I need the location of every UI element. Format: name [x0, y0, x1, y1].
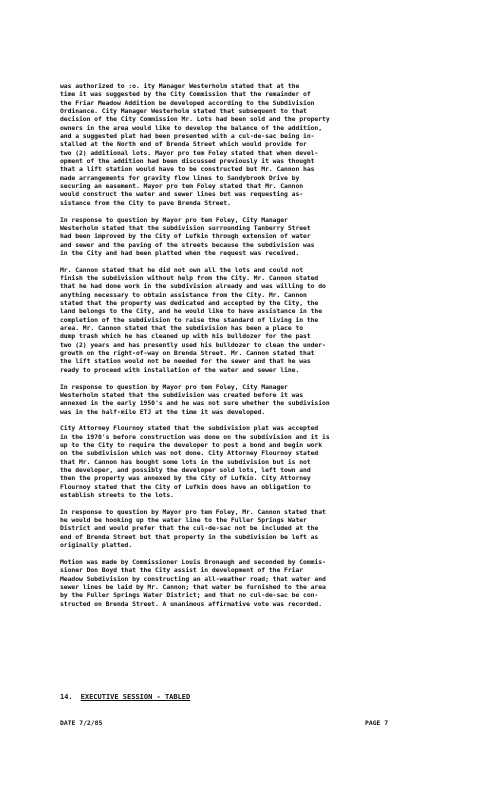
text-line: Meadow Subdivision by constructing an all-weather road; that water and	[60, 574, 326, 583]
text-line: and a suggested plat had been presented with a cul-de-sac being in-	[60, 132, 315, 141]
text-line: end of Brenda Street but that property in the subdivision be left as	[60, 532, 319, 541]
text-line: stated that the property was dedicated and accepted by the City, the	[60, 299, 319, 308]
text-line: then the property was annexed by the City of Lufkin. City Attorney	[60, 474, 311, 483]
text-line: owners in the area would like to develop the balance of the addition,	[60, 123, 323, 132]
text-line: by the Fuller Springs Water District; and that no cul-de-sac be con-	[60, 591, 319, 600]
text-line: opment of the addition had been discussed previously it was thought	[60, 157, 315, 166]
text-line: Motion was made by Commissioner Louis Bronaugh and seconded by Commis-	[60, 557, 326, 566]
text-line: anything necessary to obtain assistance from the City. Mr. Cannon	[60, 290, 307, 299]
section-title: EXECUTIVE SESSION - TABLED	[80, 693, 191, 701]
text-line: sistance from the City to pave Brenda Street.	[60, 198, 231, 207]
text-line: In response to question by Mayor pro tem Foley, Mr. Cannon stated that	[60, 507, 326, 516]
paragraph	[60, 266, 452, 374]
text-line: structed on Brenda Street. A unanimous affirmative vote was recorded.	[60, 599, 323, 608]
paragraph	[60, 424, 452, 499]
text-line: in the 1970's before construction was done on the subdivision and it is	[60, 432, 330, 441]
text-line: that a lift station would have to be constructed but Mr. Cannon has	[60, 165, 315, 174]
text-line: Westerholm stated that the subdivision was created before it was	[60, 390, 304, 399]
text-line: that he had done work in the subdivision already and was willing to do	[60, 282, 326, 291]
text-line: City Attorney Flournoy stated that the subdivision plat was accepted	[60, 424, 319, 433]
text-line: time it was suggested by the City Commission that the remainder of	[60, 90, 311, 99]
text-line: Ordinance. City Manager Westerholm stated that subsequent to that	[60, 107, 307, 116]
text-line: decision of the City Commission Mr. Lots had been sold and the property	[60, 115, 330, 124]
text-line: would construct the water and sewer lines but was requesting as-	[60, 190, 304, 199]
text-line: ready to proceed with installation of the water and sewer line.	[60, 365, 300, 374]
text-line: the developer, and possibly the developer sold lots, left town and	[60, 466, 311, 474]
text-line: the lift station would not be needed for the sewer and that he was	[60, 357, 311, 366]
text-line: he would be hooking up the water line to the Fuller Springs Water	[60, 516, 307, 525]
section-number: 14.	[60, 693, 73, 701]
text-line: originally platted.	[60, 541, 133, 550]
text-line: District and would prefer that the cul-de-sac not be included at the	[60, 524, 319, 533]
paragraph	[60, 558, 452, 608]
footer-page-number: PAGE 7	[365, 719, 389, 727]
text-line: establish streets to the lots.	[60, 491, 174, 500]
text-line: land belongs to the City, and he would like to have assistance in the	[60, 307, 323, 316]
text-line: two (2) years and has presently used his bulldozer to clean the under-	[60, 340, 326, 349]
text-line: two (2) additional lots. Mayor pro tem Foley stated that when devel-	[60, 148, 319, 157]
paragraph	[60, 508, 452, 550]
text-line: sioner Don Boyd that the City assist in development of the Friar	[60, 566, 304, 575]
text-line: sewer lines be laid by Mr. Cannon; that water be furnished to the area	[60, 582, 326, 591]
text-line: Flournoy stated that the City of Lufkin does have an obligation to	[60, 482, 311, 491]
paragraph	[60, 383, 452, 416]
text-line: up to the City to require the developer to post a bond and begin work	[60, 440, 323, 449]
paragraph	[60, 216, 452, 258]
text-line: was in the half-mile ETJ at the time it was developed.	[60, 407, 266, 416]
text-line: that Mr. Cannon has bought some lots in the subdivision but is not	[60, 457, 311, 466]
minutes-body	[60, 82, 452, 616]
text-line: and sewer and the paving of the streets because the subdivision was	[60, 240, 315, 249]
text-line: area. Mr. Cannon stated that the subdivision has been a place to	[60, 324, 304, 333]
text-line: Mr. Cannon stated that he did not own all the lots and could not	[60, 265, 304, 274]
paragraph	[60, 82, 452, 207]
text-line: stalled at the North end of Brenda Street which would provide for	[60, 140, 307, 149]
text-line: finish the subdivision without help from the City. Mr. Cannon stated	[60, 274, 319, 282]
footer-date: DATE 7/2/85	[60, 719, 103, 727]
text-line: Westerholm stated that the subdivision surrounding Tanberry Street	[60, 223, 311, 232]
text-line: made arrangements for gravity flow lines to Sandybrook Drive by	[60, 173, 300, 182]
text-line: in the City and had been platted when the request was received.	[60, 248, 300, 257]
text-line: had been improved by the City of Lufkin through extension of water	[60, 232, 311, 241]
text-line: dump trash which he has cleaned up with his bulldozer for the past	[60, 332, 311, 341]
text-line: securing an easement. Mayor pro tem Foley stated that Mr. Cannon	[60, 182, 304, 191]
text-line: In response to question by Mayor pro tem Foley, City Manager	[60, 215, 288, 224]
text-line: was authorized to :o. ity Manager Westerholm stated that at the	[60, 82, 300, 90]
text-line: the Friar Meadow Addition be developed according to the Subdivision	[60, 98, 315, 107]
text-line: annexed in the early 1950's and he was not sure whether the subdivision	[60, 399, 330, 408]
text-line: In response to question by Mayor pro tem Foley, City Manager	[60, 382, 288, 391]
text-line: growth on the right-of-way on Brenda Street. Mr. Cannon stated that	[60, 349, 315, 358]
section-heading	[60, 693, 190, 701]
text-line: on the subdivision which was not done. City Attorney Flournoy stated	[60, 449, 319, 458]
text-line: completion of the subdivision to raise the standard of living in the	[60, 315, 319, 324]
